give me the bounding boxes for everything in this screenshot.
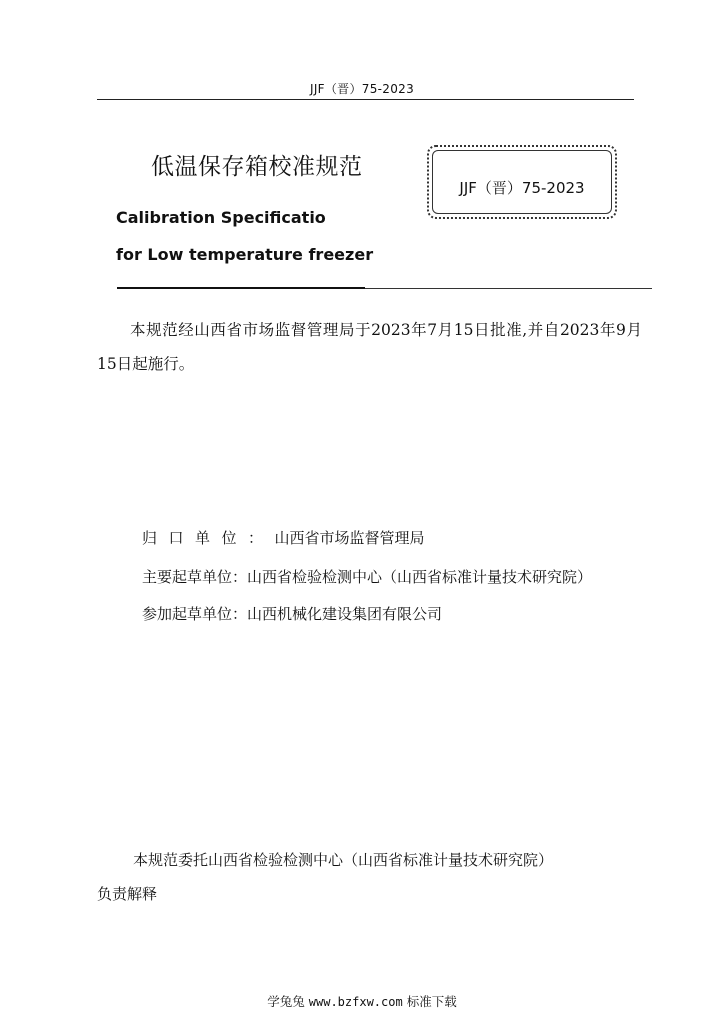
org-main-drafting-value: 山西省检验检测中心（山西省标准计量技术研究院）	[247, 568, 593, 586]
footer-suffix: 标准下载	[406, 994, 457, 1009]
org-responsible	[142, 527, 425, 548]
footer-watermark	[0, 992, 724, 1010]
interpretation-statement	[97, 843, 657, 911]
org-main-drafting	[142, 566, 592, 587]
org-participating-label: 参加起草单位：	[142, 605, 248, 623]
org-participating	[142, 603, 442, 624]
org-participating-value: 山西机械化建设集团有限公司	[247, 605, 443, 623]
title-english-line1: Calibration Specificatio	[116, 208, 326, 227]
approval-statement: 本规范经山西省市场监督管理局于2023年7月15日批准,并自2023年9月15日起施行。	[97, 321, 642, 373]
title-divider-thin	[365, 288, 652, 289]
interpretation-line2: 负责解释	[97, 885, 158, 903]
title-chinese: 低温保存箱校准规范	[151, 154, 363, 180]
code-box-text: JJF（晋）75-2023	[459, 179, 585, 197]
interpretation-line1: 本规范委托山西省检验检测中心（山西省标准计量技术研究院）	[133, 851, 554, 869]
header-standard-code: JJF（晋）75-2023	[309, 82, 415, 96]
footer-site-link[interactable]: www.bzfxw.com	[308, 995, 403, 1009]
org-responsible-value: 山西省市场监督管理局	[274, 529, 425, 547]
footer-prefix: 学兔兔	[267, 994, 305, 1009]
header-divider	[97, 99, 634, 100]
org-main-drafting-label: 主要起草单位：	[142, 568, 248, 586]
title-english-line2: for Low temperature freezer	[116, 245, 374, 264]
title-divider-bold	[117, 287, 365, 289]
org-responsible-label: 归口单位：	[142, 529, 275, 547]
standard-code-box	[427, 145, 617, 219]
